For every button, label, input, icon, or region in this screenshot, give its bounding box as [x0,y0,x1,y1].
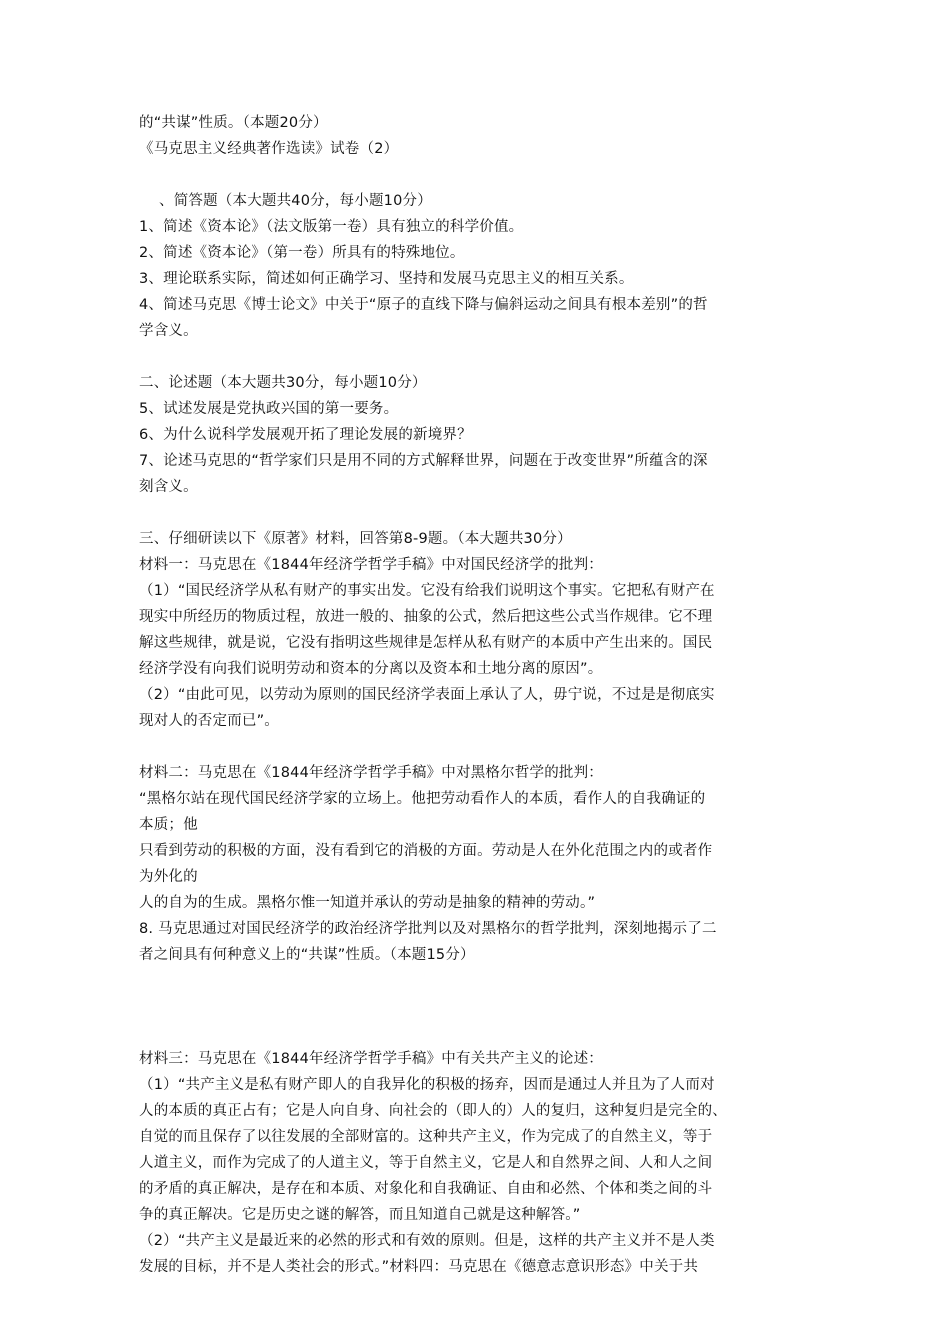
question-8-cont: 者之间具有何种意义上的“共谋”性质。（本题15分） [139,947,475,963]
text-line: （2）“由此可见，以劳动为原则的国民经济学表面上承认了人，毋宁说，不过是是彻底实 [139,687,715,703]
text-line: 人的自为的生成。黑格尔惟一知道并承认的劳动是抽象的精神的劳动。” [139,895,596,911]
section-heading-1: 、简答题（本大题共40分，每小题10分） [159,193,432,209]
material-2-intro: 材料二：马克思在《1844年经济学哲学手稿》中对黑格尔哲学的批判： [139,765,603,781]
question-1: 1、简述《资本论》（法文版第一卷）具有独立的科学价值。 [139,219,524,235]
text-line: （1）“国民经济学从私有财产的事实出发。它没有给我们说明这个事实。它把私有财产在 [139,583,715,599]
text-line: 解这些规律，就是说，它没有指明这些规律是怎样从私有财产的本质中产生出来的。国民 [139,635,713,651]
question-2: 2、简述《资本论》（第一卷）所具有的特殊地位。 [139,245,465,261]
blank-line [139,344,819,370]
question-4-cont: 学含义。 [139,323,198,339]
text-line: 为外化的 [139,869,198,885]
blank-line [139,734,819,760]
blank-line [139,994,819,1020]
question-7-cont: 刻含义。 [139,479,198,495]
text-line: “黑格尔站在现代国民经济学家的立场上。他把劳动看作人的本质，看作人的自我确证的 [139,791,706,807]
blank-line [139,500,819,526]
question-4: 4、简述马克思《博士论文》中关于“原子的直线下降与偏斜运动之间具有根本差别”的哲 [139,297,708,313]
text-line: 现对人的否定而已”。 [139,713,280,729]
text-line: 本质；他 [139,817,198,833]
material-1-intro: 材料一：马克思在《1844年经济学哲学手稿》中对国民经济学的批判： [139,557,603,573]
text-line: 的矛盾的真正解决，是存在和本质、对象化和自我确证、自由和必然、个体和类之间的斗 [139,1181,713,1197]
section-heading-2: 二、论述题（本大题共30分，每小题10分） [139,375,427,391]
text-line: 人的本质的真正占有；它是人向自身、向社会的（即人的）人的复归，这种复归是完全的、 [139,1103,727,1119]
blank-line [139,1020,819,1046]
text-line: 的“共谋”性质。（本题20分） [139,115,328,131]
document-body [139,110,819,1280]
question-7: 7、论述马克思的“哲学家们只是用不同的方式解释世界，问题在于改变世界”所蕴含的深 [139,453,708,469]
text-line: 自觉的而且保存了以往发展的全部财富的。这种共产主义，作为完成了的自然主义，等于 [139,1129,713,1145]
question-3: 3、理论联系实际，简述如何正确学习、坚持和发展马克思主义的相互关系。 [139,271,634,287]
text-line: 现实中所经历的物质过程，放进一般的、抽象的公式，然后把这些公式当作规律。它不理 [139,609,713,625]
text-line: 经济学没有向我们说明劳动和资本的分离以及资本和土地分离的原因”。 [139,661,603,677]
question-6: 6、为什么说科学发展观开拓了理论发展的新境界？ [139,427,472,443]
paper-title: 《马克思主义经典著作选读》试卷（2） [139,141,399,157]
question-5: 5、试述发展是党执政兴国的第一要务。 [139,401,399,417]
text-line: 只看到劳动的积极的方面，没有看到它的消极的方面。劳动是人在外化范围之内的或者作 [139,843,713,859]
text-line: 争的真正解决。它是历史之谜的解答，而且知道自己就是这种解答。” [139,1207,581,1223]
text-line: （2）“共产主义是最近来的必然的形式和有效的原则。但是，这样的共产主义并不是人类 [139,1233,715,1249]
text-line: 发展的目标，并不是人类社会的形式。”材料四：马克思在《德意志意识形态》中关于共 [139,1259,699,1275]
blank-line [139,968,819,994]
question-8: 8. 马克思通过对国民经济学的政治经济学批判以及对黑格尔的哲学批判，深刻地揭示了二 [139,921,717,937]
section-heading-3: 三、仔细研读以下《原著》材料，回答第8-9题。（本大题共30分） [139,531,572,547]
blank-line [139,162,819,188]
text-line: 人道主义，而作为完成了的人道主义，等于自然主义，它是人和自然界之间、人和人之间 [139,1155,713,1171]
material-3-intro: 材料三：马克思在《1844年经济学哲学手稿》中有关共产主义的论述： [139,1051,603,1067]
text-line: （1）“共产主义是私有财产即人的自我异化的积极的扬弃，因而是通过人并且为了人而对 [139,1077,715,1093]
